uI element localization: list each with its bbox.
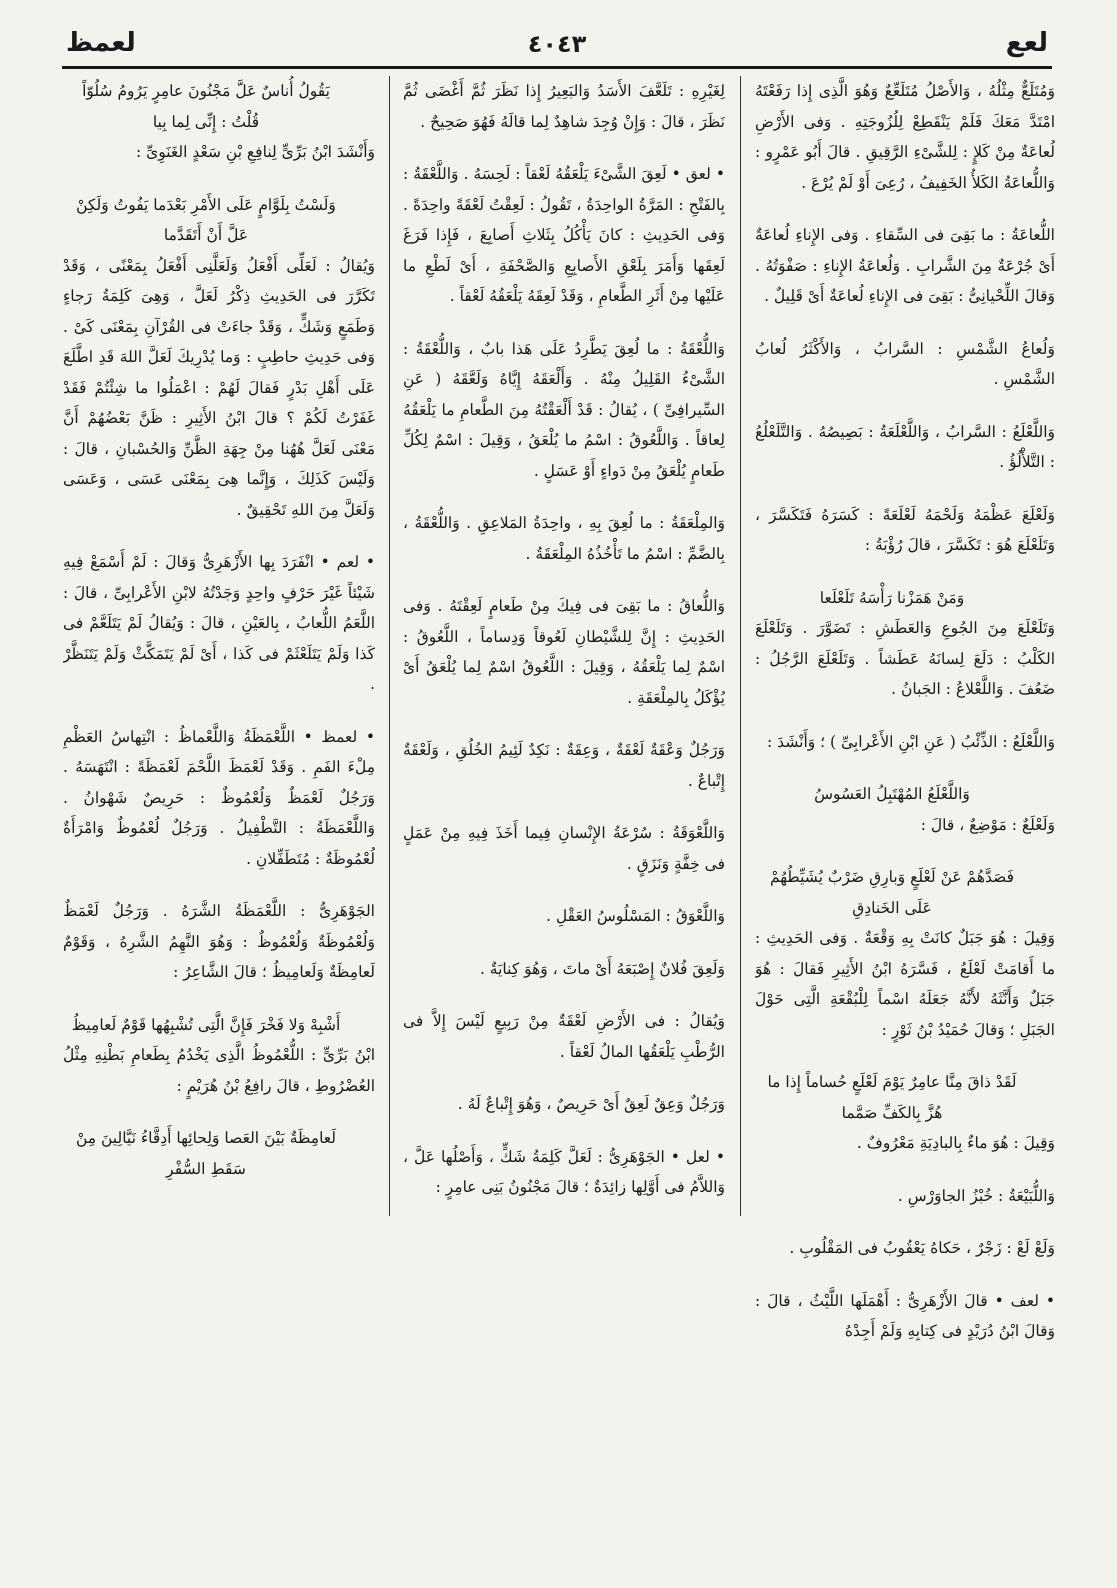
page-number: ٤٠٤٣ (527, 30, 587, 58)
verse: يَقُولُ أُناسٌ عَلَّ مَجْنُونَ عامِرٍ يَرُومُ سُلُوّاً قُلْتُ : إِنِّى لِما بِيا (82, 82, 330, 131)
paragraph: وَيُقالُ : فى الأَرْضِ لَعْقَةٌ مِنْ رَبِيعٍ لَيْسَ إِلاَّ فى الرُّطْبِ يَلْعَقُها المالُ لَعْقاً . (403, 1012, 725, 1061)
paragraph: الجَوْهَرِىُّ : اللَّعْمَظَةُ الشَّرَهُ . وَرَجُلٌ لَعْمَظٌ وَلُعْمُوظَةٌ وَلُعْمُوظٌ : وَهُوَ النَّهِمُ الشَّرِهُ ، وَقَوْمٌ لَعامِظَةٌ وَلَعامِيظُ ؛ قالَ الشَّاعِرُ : (63, 902, 375, 981)
paragraph: وَلَعِقَ فُلانٌ إِصْبَعَهُ أَىْ ماتَ ، وَهُوَ كِنايَةٌ . (479, 959, 725, 978)
paragraph: وَيُقالُ : لَعَلِّى أَفْعَلُ وَلَعَلَّنِى أَفْعَلُ بِمَعْنًى ، وَقَدْ تَكَرَّرَ فى الحَدِيثِ ذِكْرُ لَعَلَّ ، وَهِىَ كَلِمَةُ رَجاءٍ وَطَمَعٍ وَشَكٍّ ، وَقَدْ جاءَتْ فى القُرْآنِ بِمَعْنَى كَىْ . وَفى حَدِيثِ حاطِبٍ : وَما يُدْرِيكَ لَعَلَّ اللهَ قَدِ اطَّلَعَ عَلَى أَهْلِ بَدْرٍ فَقالَ لَهُمْ : اعْمَلُوا ما شِئْتُمْ فَقَدْ غَفَرْتُ لَكُمْ ؟ قالَ ابْنُ الأَثِيرِ : ظَنَّ بَعْضُهُمْ أَنَّ مَعْنَى لَعَلَّ هُهُنا مِنْ جِهَةِ الظَّنِّ وَالحُسْبانِ ، قالَ : وَلَيْسَ كَذَلِكَ ، وَإِنَّما هِىَ بِمَعْنَى عَسَى ، وَعَسَى وَلَعَلَّ مِنَ اللهِ تَحْقِيقٌ . (63, 256, 375, 519)
verse: وَمَنْ هَمَزْنا رَأْسَهُ تَلَعْلَعا (819, 588, 965, 607)
paragraph: وَاللُّبَيْعَةُ : خُبْزُ الجاوَرْسِ . (897, 1186, 1055, 1205)
verse: أَشْبِهْ وَلا فَخْرَ فَإِنَّ الَّتِى تُشْبِهُها قَوْمٌ لَعامِيظُ (71, 1015, 341, 1034)
dictionary-entry: • لعف • قالَ الأَزْهَرِىُّ : أَهْمَلَها اللَّيْثُ ، قالَ : وَقالَ ابْنُ دُرَيْدٍ فى كِتابِهِ وَلَمْ أَجِدْهُ (755, 1291, 1055, 1340)
verse: لَعامِظَةٌ بَيْنَ العَصا وَلِحائِها أَدِقَّاءُ نَيَّالِينَ مِنْ سَقَطِ السُّفْرِ (75, 1129, 337, 1178)
paragraph: وَاللَّعْلَعُ : السَّرابُ ، وَاللَّعْلَعَةُ : بَصِيصُهُ . وَالتَّلَعْلُعُ : التَّلأْلُؤُ . (755, 422, 1055, 471)
paragraph: وَلَعْ لَعْ : زَجْرٌ ، حَكاهُ يَعْقُوبُ فى المَقْلُوبِ . (789, 1239, 1055, 1257)
column-divider (740, 76, 741, 1216)
paragraph: وَمُتَلَعٌّ مِثْلُهُ ، وَالأَصْلُ مُتَلَعِّعٌ وَهُوَ الَّذِى إِذا رَفَعْتَهُ امْتَدَّ مَعَكَ فَلَمْ يَنْقَطِعْ لِلُزُوجَتِهِ . وَفى الأَرْضِ لُعاعَةٌ مِنْ كَلإٍ : لِلشَّىْءِ الرَّقِيقِ . قالَ أَبُو عَمْرٍو : وَاللُّعاعَةُ الكَلأُ الخَفِيفُ ، رُعِىَ أَوْ لَمْ يُرْعَ . (755, 82, 1055, 192)
dictionary-entry: • لعق • لَعِقَ الشَّىْءَ يَلْعَقُهُ لَعْقاً : لَحِسَهُ . وَاللَّعْقَةُ : بِالفَتْحِ : المَرَّةُ الواحِدَةُ ، تَقُولُ : لَعِقْتُ لَعْقَةً واحِدَةً . وَفى الحَدِيثِ : كانَ يَأْكُلُ بِثَلاثِ أَصابِعَ ، فَإِذا فَرَغَ لَعِقَها وَأَمَرَ بِلَعْقِ الأَصابِعِ وَالصَّحْفَةِ ، أَىْ لَطْعِ ما عَلَيْها مِنْ أَثَرِ الطَّعامِ ، وَقَدْ لَعِقَهُ يَلْعَقُهُ لَعْقاً . (403, 165, 725, 305)
column-middle (403, 76, 725, 1526)
verse: وَاللَّعْلَعُ المُهْتَبِلُ العَسُوسُ (814, 785, 970, 803)
paragraph: وَاللَّعْلَعُ : الذِّئْبُ ( عَنِ ابْنِ الأَعْرابِىِّ ) ؛ وَأَنْشَدَ : (767, 732, 1055, 751)
column-left (63, 76, 375, 1526)
paragraph: وَلَعْلَعٌ : مَوْضِعٌ ، قالَ : (920, 815, 1055, 834)
paragraph: وَاللَّعْوَقَةُ : سُرْعَةُ الإِنْسانِ فِيما أَخَذَ فِيهِ مِنْ عَمَلٍ فى خِفَّةٍ وَنَزَقٍ . (403, 824, 725, 873)
paragraph: وَقِيلَ : هُوَ جَبَلٌ كانَتْ بِهِ وَقْعَةٌ . وَفى الحَدِيثِ : ما أَقامَتْ لَعْلَعُ ، فَسَّرَهُ ابْنُ الأَثِيرِ فَقالَ : هُوَ جَبَلٌ وَأَنَّثَهُ لأَنَّهُ جَعَلَهُ اسْماً لِلْبُقْعَةِ الَّتِى حَوْلَ الجَبَلِ ؛ وَقالَ حُمَيْدُ بْنُ ثَوْرٍ : (755, 929, 1055, 1039)
paragraph: وَأَنْشَدَ ابْنُ بَرِّىٍّ لِنافِعِ بْنِ سَعْدٍ الغَنَوِىِّ : (135, 143, 375, 161)
column-divider (389, 76, 390, 1216)
verse: وَلَسْتُ بِلَوَّامٍ عَلَى الأَمْرِ بَعْدَما يَفُوتُ وَلَكِنْ عَلَّ أَنْ أَتَقَدَّما (76, 195, 336, 244)
paragraph: وَتَلَعْلَعَ مِنَ الجُوعِ وَالعَطَشِ : تَضَوَّرَ . وَتَلَعْلَعَ الكَلْبُ : دَلَعَ لِسانَهُ عَطَشاً . وَتَلَعْلَعَ الرَّجُلُ : ضَعُفَ . وَاللَّعْلاعُ : الجَبانُ . (755, 619, 1055, 698)
paragraph: وَاللُّعْقَةُ : ما لُعِقَ يَطَّرِدُ عَلَى هَذا بابٌ ، وَاللُّعْقَةُ : الشَّىْءُ القَلِيلُ مِنْهُ . وَأَلْعَقَهُ إِيَّاهُ وَلَعَّقَهُ ( عَنِ السِّيرافِىِّ ) ، يُقالُ : قَدْ أَلْعَقْتُهُ مِنَ الطَّعامِ ما يَلْعَقُهُ لِعاقاً . وَاللَّعُوقُ : اسْمُ ما يُلْعَقُ ، وَقِيلَ : اسْمٌ لِكُلِّ طَعامٍ يُلْعَقُ مِنْ دَواءٍ أَوْ عَسَلٍ . (403, 339, 725, 480)
dictionary-entry: • لعل • الجَوْهَرِىُّ : لَعَلَّ كَلِمَةُ شَكٍّ ، وَأَصْلُها عَلَّ ، وَاللاَّمُ فى أَوَّلِها زائِدَةٌ ؛ قالَ مَجْنُونُ بَنِى عامِرٍ : (403, 1147, 725, 1196)
paragraph: اللُّعاعَةُ : ما بَقِىَ فى السِّقاءِ . وَفى الإِناءِ لُعاعَةٌ أَىْ جُرْعَةٌ مِنَ الشَّرابِ . وَلُعاعَةُ الإِناءِ : صَفْوَتُهُ . وَقالَ اللِّحْيانِىُّ : بَقِىَ فى الإِناءِ لُعاعَةٌ أَىْ قَلِيلٌ . (755, 226, 1055, 305)
dictionary-entry: • لعم • انْفَرَدَ بِها الأَزْهَرِىُّ وَقالَ : لَمْ أَسْمَعْ فِيهِ شَيْئاً غَيْرَ حَرْفٍ واحِدٍ وَجَدْتُهُ لابْنِ الأَعْرابِىِّ ، قالَ : اللَّعَمُ اللُّعابُ ، بِالعَيْنِ ، قالَ : وَيُقالُ لَمْ يَتَلَعَّمْ فى كَذا وَلَمْ يَتَلَعْثَمْ فى كَذا ، أَىْ لَمْ يَتَمَكَّثْ وَلَمْ يَتَنَظَّرْ . (63, 553, 375, 693)
paragraph: وَالمِلْعَقَةُ : ما لُعِقَ بِهِ ، واحِدَةُ المَلاعِقِ . وَاللُّعْقَةُ ، بِالضَّمِّ : اسْمُ ما تَأْخُذُهُ المِلْعَقَةُ . (403, 514, 725, 563)
header-root-word-left: لعمظ (66, 28, 136, 58)
paragraph: وَاللَّعْوَقُ : المَسْلُوسُ العَقْلِ . (546, 907, 725, 925)
paragraph: وَرَجُلٌ وَعِقٌ لَعِقٌ أَىْ حَرِيصٌ ، وَهُوَ إِتْباعٌ لَهُ . (457, 1095, 725, 1113)
paragraph: وَلُعاعُ الشَّمْسِ : السَّرابُ ، وَالأَكْثَرُ لُعابُ الشَّمْسِ . (755, 339, 1055, 388)
paragraph: لِغَيْرِهِ : تَلَعَّفَ الأَسَدُ وَالبَعِيرُ إِذا نَظَرَ ثُمَّ أَغْضَى ثُمَّ نَظَرَ ، قالَ : وَإِنْ وُجِدَ شاهِدٌ لِما قالَهُ فَهُوَ صَحِيحٌ . (403, 82, 725, 131)
dictionary-entry: • لعمظ • اللَّعْمَظَةُ وَاللَّعْماظُ : انْتِهاسُ العَظْمِ مِلْءَ الفَمِ . وَقَدْ لَعْمَظَ اللَّحْمَ لَعْمَظَةً : انْتَهَسَهُ . وَرَجُلٌ لَعْمَظٌ وَلُعْمُوظٌ : حَرِيصٌ شَهْوانُ . وَاللَّعْمَظَةُ : التَّطْفِيلُ . وَرَجُلٌ لُعْمُوظٌ وَامْرَأَةٌ لُعْمُوظَةٌ : مُتَطَفِّلانِ . (63, 727, 375, 868)
header-rule (62, 66, 1052, 69)
verse: فَصَدَّهُمْ عَنْ لَعْلَعٍ وَبارِقِ ضَرْبٌ يُشَيِّطُهُمْ عَلَى الخَنادِقِ (769, 868, 1015, 917)
header-root-word-right: لعع (1005, 28, 1048, 58)
paragraph: وَاللُّعاقُ : ما بَقِىَ فى فِيكَ مِنْ طَعامٍ لَعِقْتَهُ . وَفى الحَدِيثِ : إِنَّ لِلشَّيْطانِ لَعُوقاً وَدِساماً ، اللَّعُوقُ : اسْمٌ لِما يَلْعَقُهُ ، وَقِيلَ : اللَّعُوقُ اسْمٌ لِما يُلْعَقُ أَىْ يُؤْكَلُ بِالمِلْعَقَةِ . (403, 597, 725, 707)
column-right (755, 76, 1055, 1526)
paragraph: وَرَجُلٌ وَعْقَةٌ لَعْقَةٌ ، وَعِقَةٌ : نَكِدٌ لَئِيمُ الخُلُقِ ، وَلَعْقَةٌ إِتْباعٌ . (403, 741, 725, 790)
paragraph: وَقِيلَ : هُوَ ماءٌ بِالبادِيَةِ مَعْرُوفٌ . (856, 1134, 1055, 1152)
verse: لَقَدْ ذاقَ مِنَّا عامِرٌ يَوْمَ لَعْلَعٍ حُساماً إِذا ما هُزَّ بِالكَفِّ صَمَّما (767, 1073, 1017, 1122)
page-header (62, 22, 1052, 66)
paragraph: وَلَعْلَعَ عَظْمَهُ وَلَحْمَهُ لَعْلَعَةً : كَسَرَهُ فَتَكَسَّرَ ، وَتَلَعْلَعَ هُوَ : تَكَسَّرَ ، قالَ رُؤْبَةُ : (755, 505, 1055, 554)
paragraph: ابْنُ بَرِّىٍّ : اللُّعْمُوظُ الَّذِى يَخْدُمُ بِطَعامِ بَطْنِهِ مِثْلُ العُضْرُوطِ ، قالَ رافِعُ بْنُ هُرَيْمٍ : (63, 1046, 375, 1095)
